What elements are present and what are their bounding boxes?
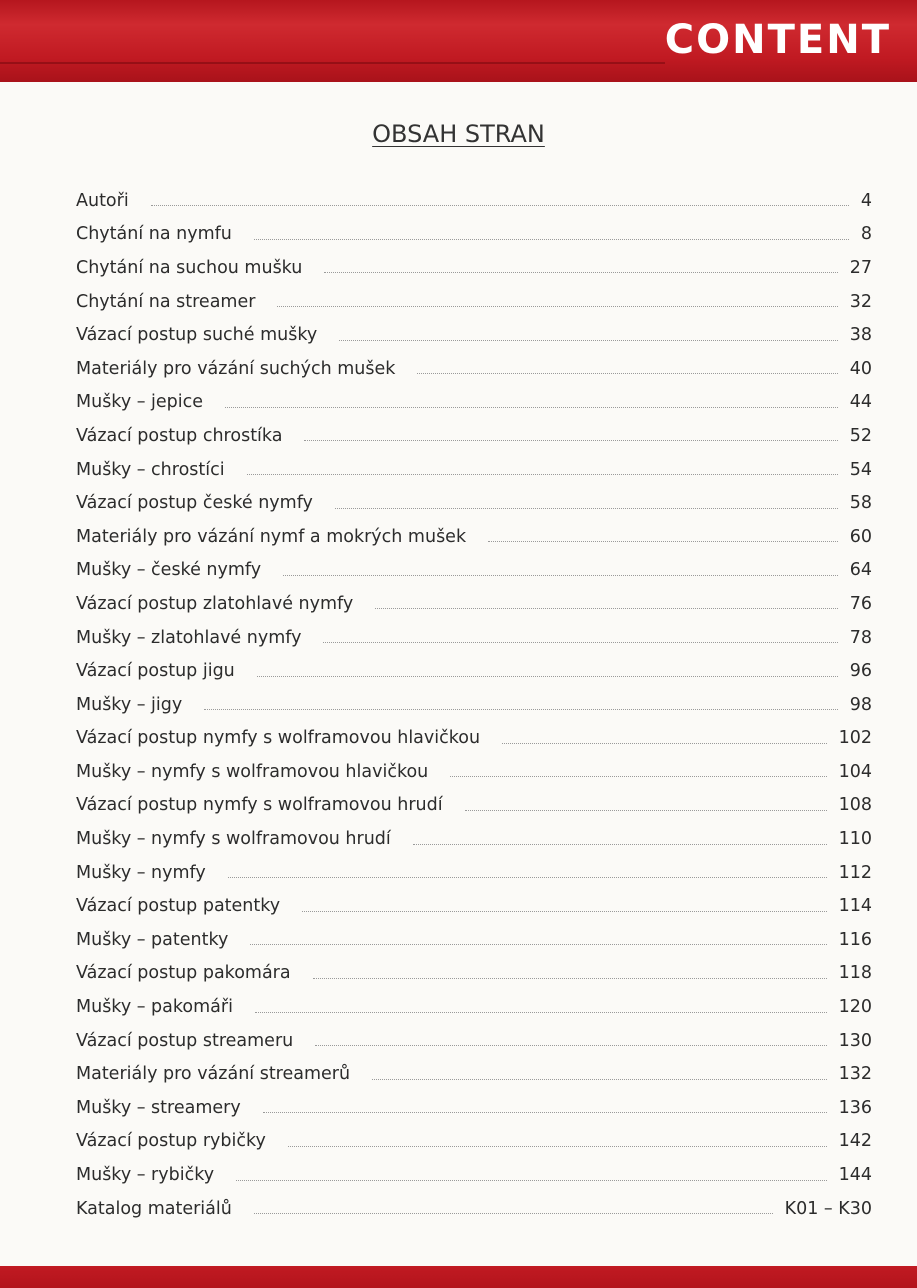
toc-entry-title: Vázací postup rybičky (76, 1131, 266, 1152)
toc-dot-leader (254, 1213, 773, 1214)
toc-entry (76, 1158, 872, 1192)
toc-dot-leader (372, 1079, 827, 1080)
toc-dot-leader (204, 709, 837, 710)
toc-entry-title: Chytání na nymfu (76, 224, 232, 245)
page-title (0, 120, 917, 148)
toc-dot-leader (375, 608, 837, 609)
toc-entry (76, 554, 872, 588)
header-rule (0, 62, 665, 64)
toc-entry-page: 60 (849, 526, 872, 547)
toc-dot-leader (413, 844, 827, 845)
toc-entry (76, 285, 872, 319)
toc-entry-title: Vázací postup suché mušky (76, 325, 318, 346)
toc-entry (76, 654, 872, 688)
toc-entry-page: 110 (838, 829, 872, 850)
toc-dot-leader (277, 306, 837, 307)
toc-entry (76, 1057, 872, 1091)
toc-entry-page: 98 (849, 694, 872, 715)
toc-dot-leader (335, 508, 838, 509)
toc-entry-title: Vázací postup chrostíka (76, 425, 283, 446)
toc-entry (76, 251, 872, 285)
toc-dot-leader (255, 1012, 827, 1013)
toc-entry-title: Vázací postup české nymfy (76, 493, 313, 514)
toc-entry (76, 486, 872, 520)
toc-entry (76, 1192, 872, 1226)
toc-dot-leader (236, 1180, 827, 1181)
toc-entry-title: Mušky – jepice (76, 392, 204, 413)
toc-dot-leader (247, 474, 838, 475)
toc-dot-leader (151, 205, 849, 206)
table-of-contents (76, 184, 872, 1225)
toc-entry-page: 64 (849, 560, 872, 581)
toc-dot-leader (288, 1146, 827, 1147)
toc-entry-page: 104 (838, 761, 872, 782)
toc-entry-title: Materiály pro vázání nymf a mokrých mušek (76, 526, 467, 547)
toc-entry (76, 520, 872, 554)
toc-dot-leader (324, 272, 837, 273)
toc-entry-title: Mušky – nymfy s wolframovou hrudí (76, 829, 391, 850)
toc-dot-leader (502, 743, 827, 744)
toc-entry (76, 419, 872, 453)
toc-dot-leader (302, 911, 826, 912)
toc-entry-page: 58 (849, 493, 872, 514)
toc-entry-page: 142 (838, 1131, 872, 1152)
toc-entry (76, 1091, 872, 1125)
toc-entry-page: K01 – K30 (784, 1198, 872, 1219)
toc-dot-leader (263, 1112, 827, 1113)
toc-entry-page: 76 (849, 593, 872, 614)
toc-dot-leader (339, 340, 837, 341)
toc-entry-page: 116 (838, 929, 872, 950)
toc-dot-leader (225, 407, 838, 408)
toc-entry-title: Mušky – české nymfy (76, 560, 262, 581)
toc-entry-title: Vázací postup zlatohlavé nymfy (76, 593, 354, 614)
toc-entry-page: 130 (838, 1030, 872, 1051)
toc-entry-title: Vázací postup nymfy s wolframovou hrudí (76, 795, 443, 816)
toc-entry-page: 120 (838, 997, 872, 1018)
toc-dot-leader (488, 541, 838, 542)
toc-entry (76, 352, 872, 386)
toc-entry-page: 8 (860, 224, 872, 245)
footer-band (0, 1266, 917, 1288)
toc-entry-page: 40 (849, 358, 872, 379)
toc-entry-title: Materiály pro vázání streamerů (76, 1064, 351, 1085)
toc-entry-title: Vázací postup streameru (76, 1030, 294, 1051)
toc-dot-leader (228, 877, 827, 878)
header-band (0, 0, 917, 82)
toc-entry (76, 789, 872, 823)
toc-dot-leader (315, 1045, 826, 1046)
toc-entry-page: 44 (849, 392, 872, 413)
toc-entry-title: Mušky – streamery (76, 1097, 241, 1118)
toc-entry (76, 587, 872, 621)
toc-entry-title: Mušky – jigy (76, 694, 183, 715)
toc-entry-page: 78 (849, 627, 872, 648)
toc-entry (76, 453, 872, 487)
toc-entry-title: Vázací postup jigu (76, 661, 235, 682)
toc-entry-title: Mušky – patentky (76, 929, 229, 950)
toc-entry-title: Mušky – pakomáři (76, 997, 233, 1018)
toc-entry-page: 132 (838, 1064, 872, 1085)
toc-dot-leader (304, 440, 837, 441)
toc-entry (76, 856, 872, 890)
toc-entry-page: 54 (849, 459, 872, 480)
toc-entry-page: 96 (849, 661, 872, 682)
toc-dot-leader (450, 776, 826, 777)
toc-entry-title: Mušky – nymfy (76, 862, 206, 883)
toc-entry (76, 990, 872, 1024)
toc-entry (76, 184, 872, 218)
toc-entry-title: Mušky – rybičky (76, 1165, 215, 1186)
toc-entry (76, 822, 872, 856)
toc-entry-title: Vázací postup pakomára (76, 963, 291, 984)
toc-entry-title: Materiály pro vázání suchých mušek (76, 358, 396, 379)
toc-entry-page: 136 (838, 1097, 872, 1118)
toc-entry-title: Mušky – nymfy s wolframovou hlavičkou (76, 761, 429, 782)
toc-entry-title: Katalog materiálů (76, 1198, 232, 1219)
toc-entry-title: Vázací postup nymfy s wolframovou hlavičkou (76, 728, 481, 749)
toc-entry (76, 889, 872, 923)
toc-entry (76, 688, 872, 722)
toc-entry-title: Mušky – chrostíci (76, 459, 225, 480)
toc-dot-leader (257, 676, 838, 677)
toc-entry-page: 4 (860, 190, 872, 211)
toc-entry-page: 108 (838, 795, 872, 816)
toc-entry (76, 386, 872, 420)
toc-dot-leader (313, 978, 827, 979)
toc-entry (76, 318, 872, 352)
toc-entry (76, 218, 872, 252)
toc-entry (76, 1125, 872, 1159)
toc-dot-leader (250, 944, 826, 945)
toc-dot-leader (323, 642, 837, 643)
toc-entry-title: Chytání na suchou mušku (76, 257, 303, 278)
toc-entry-title: Autoři (76, 190, 129, 211)
toc-entry-page: 102 (838, 728, 872, 749)
header-label: CONTENT (664, 17, 891, 63)
toc-entry-title: Vázací postup patentky (76, 896, 281, 917)
toc-dot-leader (283, 575, 838, 576)
toc-entry (76, 923, 872, 957)
toc-entry (76, 957, 872, 991)
toc-entry-page: 38 (849, 325, 872, 346)
toc-entry-page: 118 (838, 963, 872, 984)
page-title-text: OBSAH STRAN (372, 120, 545, 148)
toc-entry-page: 27 (849, 257, 872, 278)
toc-entry (76, 722, 872, 756)
toc-entry-title: Mušky – zlatohlavé nymfy (76, 627, 302, 648)
toc-entry-title: Chytání na streamer (76, 291, 256, 312)
toc-dot-leader (254, 239, 849, 240)
toc-entry-page: 114 (838, 896, 872, 917)
toc-entry-page: 52 (849, 425, 872, 446)
toc-entry (76, 1024, 872, 1058)
toc-dot-leader (465, 810, 827, 811)
toc-entry-page: 32 (849, 291, 872, 312)
toc-entry-page: 144 (838, 1165, 872, 1186)
toc-entry (76, 755, 872, 789)
toc-dot-leader (417, 373, 837, 374)
toc-entry (76, 621, 872, 655)
toc-entry-page: 112 (838, 862, 872, 883)
